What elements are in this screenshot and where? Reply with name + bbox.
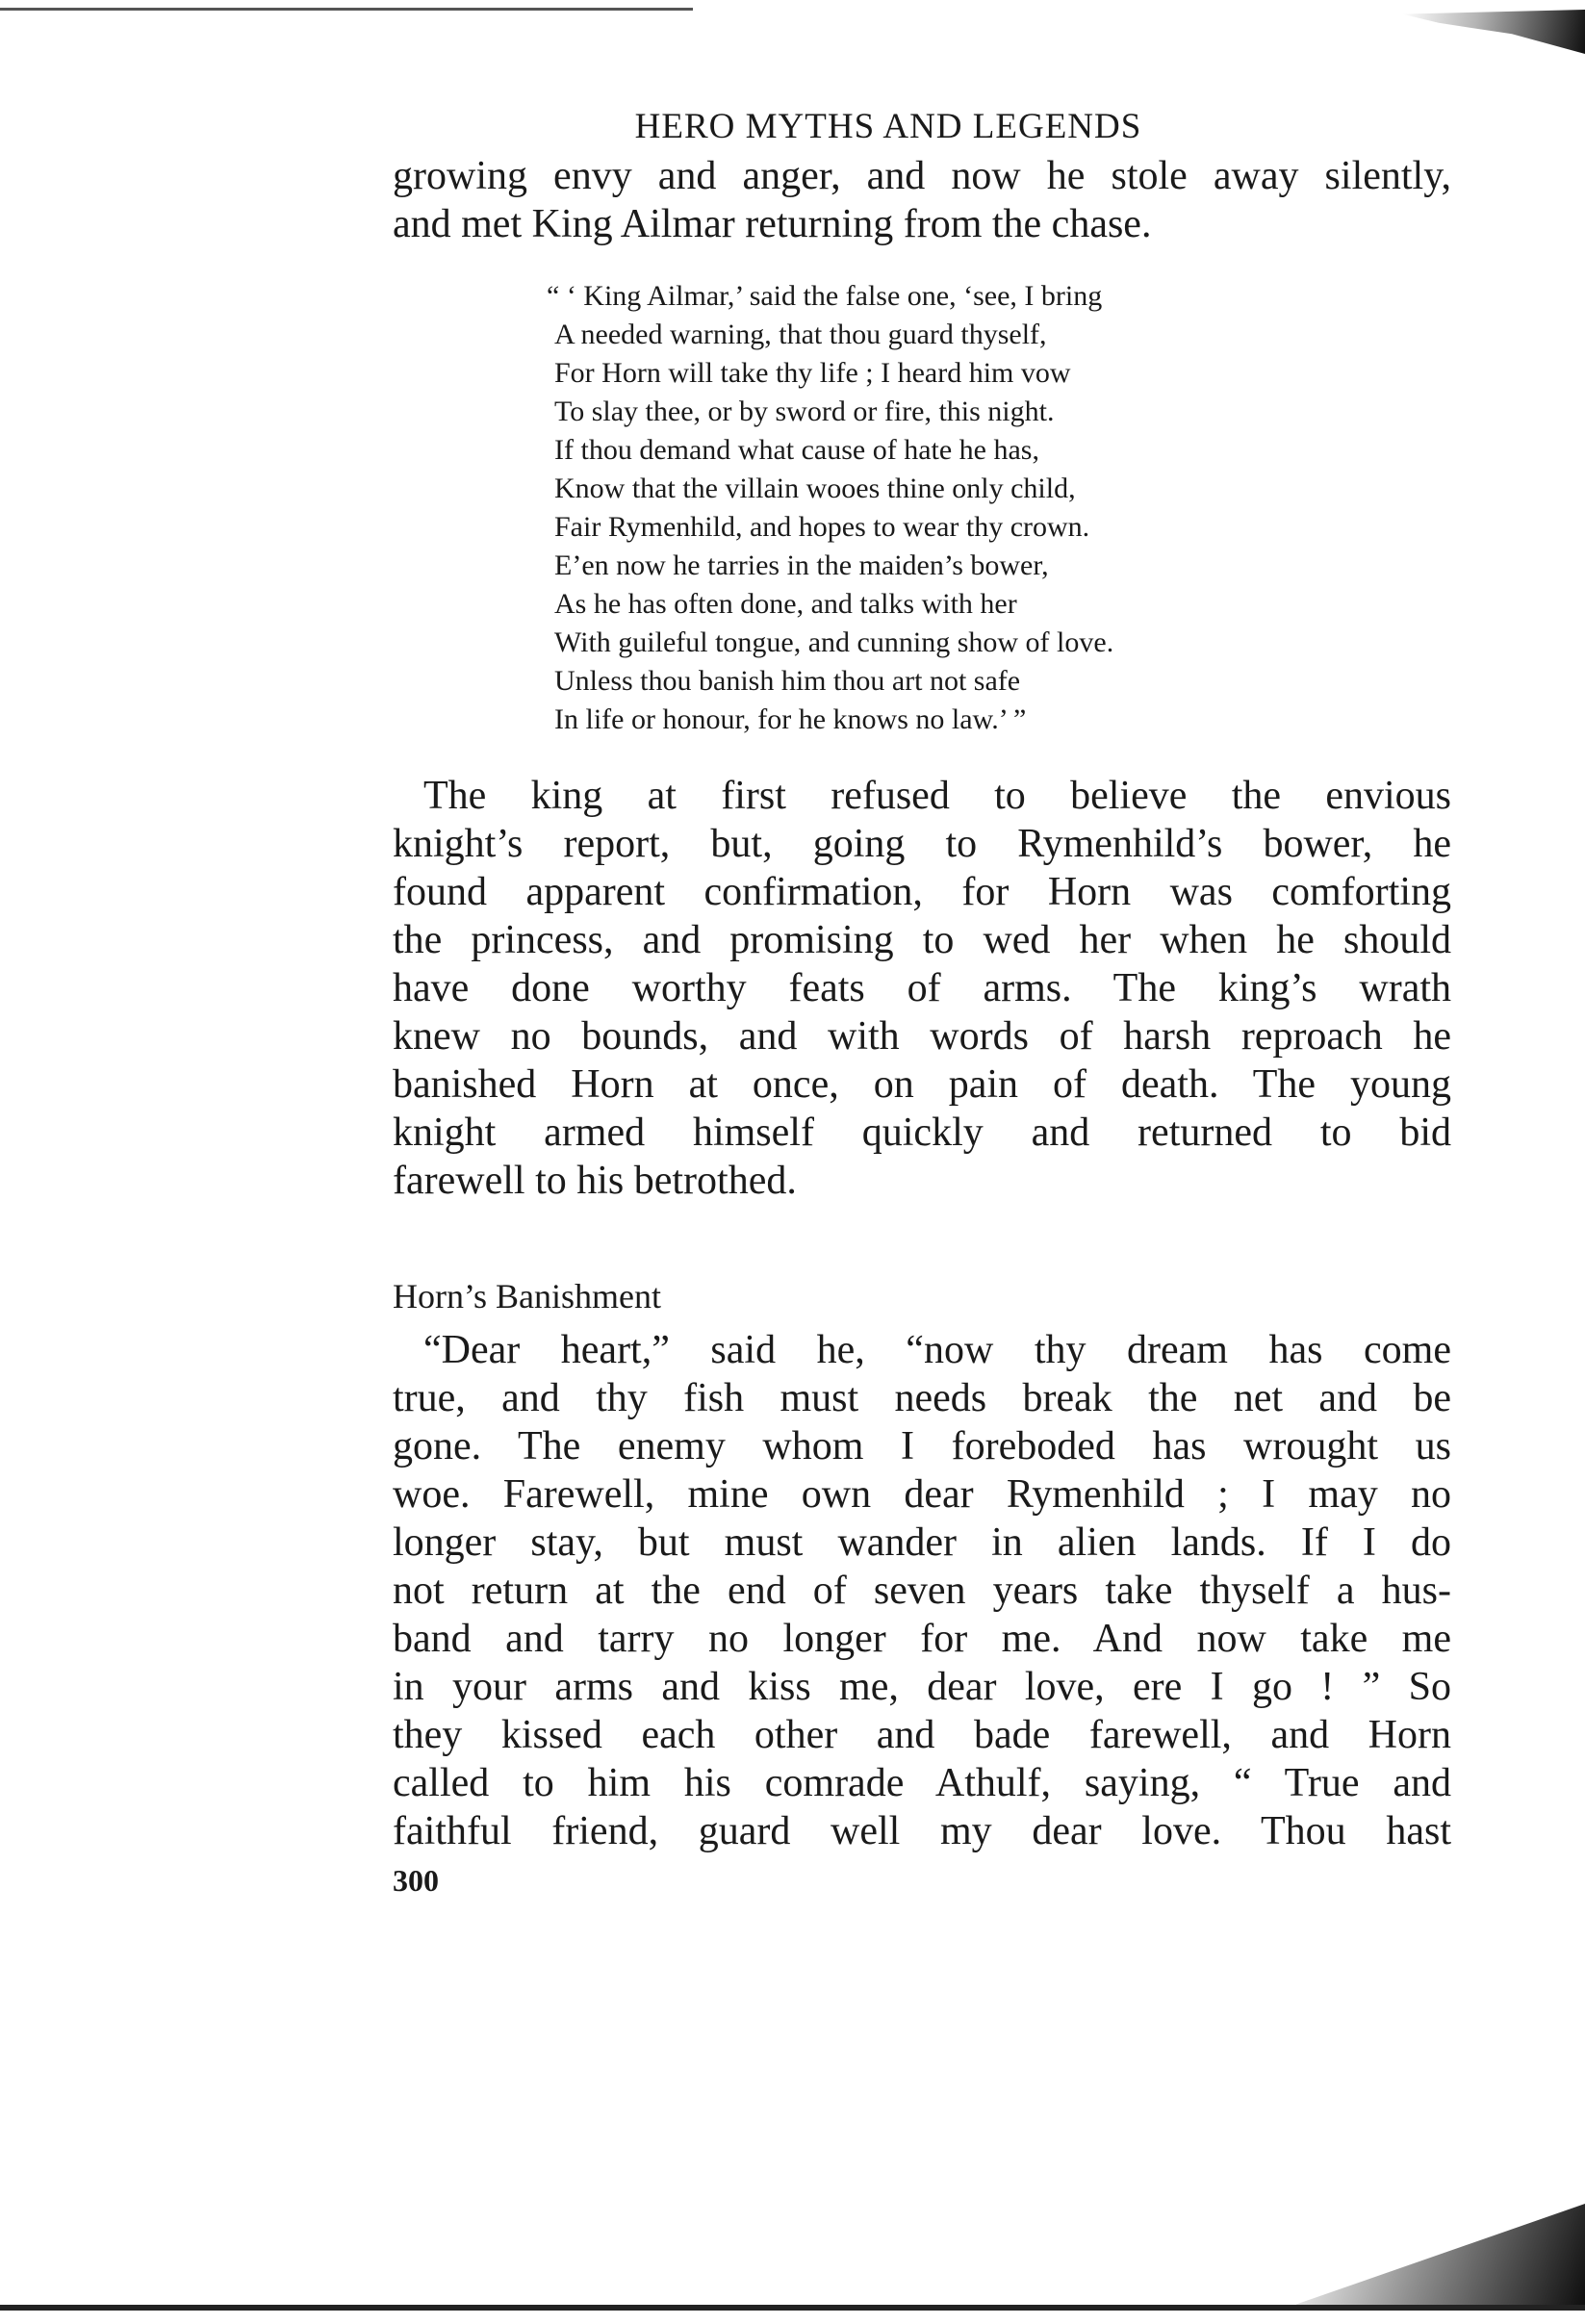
scan-edge-shadow-bottom bbox=[1296, 2204, 1585, 2310]
verse-line: With guileful tongue, and cunning show of love. bbox=[554, 626, 1114, 658]
text-line: banished Horn at once, on pain of death. The young bbox=[393, 1062, 1451, 1107]
scan-bottom-rule bbox=[0, 2305, 1585, 2311]
verse-line: E’en now he tarries in the maiden’s bower, bbox=[554, 549, 1049, 581]
paragraph-king-refused bbox=[393, 772, 1451, 1205]
text-line: and met King Ailmar returning from the chase. bbox=[393, 202, 1152, 246]
text-line: gone. The enemy whom I foreboded has wrought us bbox=[393, 1424, 1451, 1468]
text-line: woe. Farewell, mine own dear Rymenhild ; I may no bbox=[393, 1472, 1451, 1517]
text-line: knight armed himself quickly and returned to bid bbox=[393, 1111, 1451, 1155]
verse-line: For Horn will take thy life ; I heard him vow bbox=[554, 357, 1071, 389]
text-line: knight’s report, but, going to Rymenhild’s bower, he bbox=[393, 822, 1451, 866]
text-line: found apparent confirmation, for Horn was comforting bbox=[393, 870, 1451, 914]
text-line: growing envy and anger, and now he stole away silently, bbox=[393, 154, 1451, 198]
verse-quotation bbox=[547, 277, 1451, 739]
book-page bbox=[393, 106, 1451, 1900]
opening-paragraph bbox=[393, 152, 1451, 248]
verse-line: Fair Rymenhild, and hopes to wear thy crown. bbox=[554, 511, 1090, 543]
page-number: 300 bbox=[393, 1863, 439, 1898]
text-line: faithful friend, guard well my dear love. Thou hast bbox=[393, 1809, 1451, 1853]
verse-line: Know that the villain wooes thine only child, bbox=[554, 472, 1076, 504]
text-line: The king at first refused to believe the envious bbox=[423, 774, 1451, 818]
text-line: farewell to his betrothed. bbox=[393, 1159, 797, 1203]
text-line: in your arms and kiss me, dear love, ere I go ! ” So bbox=[393, 1665, 1451, 1709]
verse-line: Unless thou banish him thou art not safe bbox=[554, 665, 1021, 697]
verse-line: To slay thee, or by sword or fire, this night. bbox=[554, 396, 1055, 427]
verse-line: “ ‘ King Ailmar,’ said the false one, ‘see, I bring bbox=[547, 280, 1103, 312]
verse-line: As he has often done, and talks with her bbox=[554, 588, 1017, 620]
text-line: band and tarry no longer for me. And now take me bbox=[393, 1617, 1451, 1661]
text-line: not return at the end of seven years take thyself a hus- bbox=[393, 1569, 1451, 1613]
text-line: true, and thy fish must needs break the net and be bbox=[393, 1376, 1451, 1420]
text-line: knew no bounds, and with words of harsh reproach he bbox=[393, 1014, 1451, 1059]
text-line: “Dear heart,” said he, “now thy dream has come bbox=[423, 1328, 1451, 1372]
section-heading: Horn’s Banishment bbox=[393, 1277, 661, 1315]
running-head: HERO MYTHS AND LEGENDS bbox=[634, 107, 1142, 146]
scan-top-rule bbox=[0, 8, 693, 11]
text-line: have done worthy feats of arms. The king’s wrath bbox=[393, 966, 1451, 1010]
verse-line: In life or honour, for he knows no law.’ ” bbox=[554, 703, 1027, 735]
paragraph-dear-heart bbox=[393, 1326, 1451, 1855]
verse-line: If thou demand what cause of hate he has, bbox=[554, 434, 1039, 466]
text-line: the princess, and promising to wed her when he should bbox=[393, 918, 1451, 962]
scan-edge-shadow-top bbox=[1402, 10, 1585, 54]
text-line: longer stay, but must wander in alien lands. If I do bbox=[393, 1520, 1451, 1565]
text-line: they kissed each other and bade farewell, and Horn bbox=[393, 1713, 1451, 1757]
text-line: called to him his comrade Athulf, saying, “ True and bbox=[393, 1761, 1451, 1805]
verse-line: A needed warning, that thou guard thyself, bbox=[554, 319, 1047, 350]
